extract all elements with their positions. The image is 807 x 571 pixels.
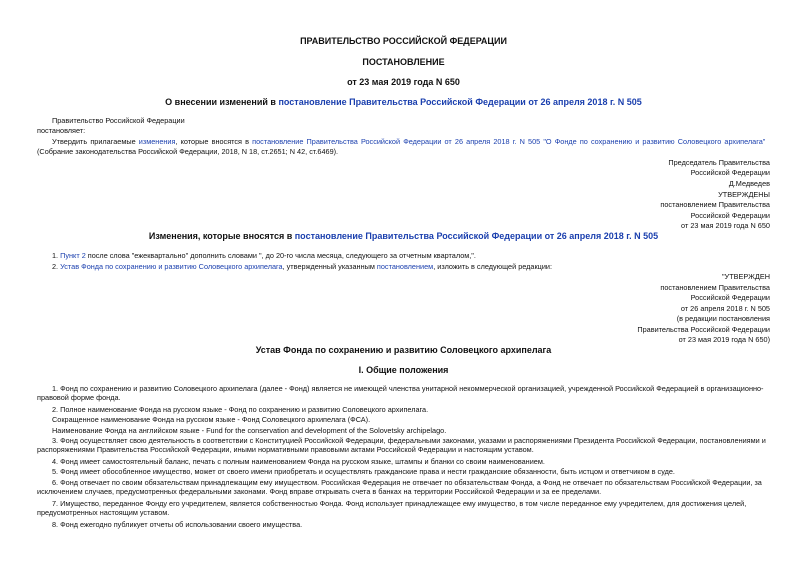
charter-paragraph-2: 2. Полное наименование Фонда на русском языке - Фонд по сохранению и развитию Соловецкого архипелага. [52, 405, 429, 414]
signature-line: УТВЕРЖДЕНЫ [718, 190, 770, 199]
change-item-1 [52, 251, 476, 260]
government-heading: ПРАВИТЕЛЬСТВО РОССИЙСКОЙ ФЕДЕРАЦИИ [300, 36, 507, 46]
item2-text: , изложить в следующей редакции: [433, 262, 553, 271]
doc-title-prefix: О внесении изменений в [165, 97, 279, 107]
charter-paragraph-2b: Сокращенное наименование Фонда на русском языке - Фонд Соловецкого архипелага (ФСА). [52, 415, 371, 424]
charter-paragraph-7: 7. Имущество, переданное Фонду его учредителем, является собственностью Фонда. Фонд использует принадлежащее ему имущество, в том числе переданное ему учредителем, для достижения целей, предусмотренных настоящим уставом. [37, 499, 747, 518]
signature-line: Председатель Правительства [668, 158, 770, 167]
approval-line: постановлением Правительства [660, 283, 770, 292]
charter-title: Устав Фонда по сохранению и развитию Соловецкого архипелага [255, 345, 552, 355]
charter-paragraph-1: 1. Фонд по сохранению и развитию Соловецкого архипелага (далее - Фонд) является не имеющей членства унитарной некоммерческой организацией, учрежденной Российской Федерацией в организационно-правовой форме фонда. [37, 384, 764, 403]
approval-line: Российской Федерации [690, 293, 770, 302]
approve-link-changes[interactable]: изменения [138, 137, 176, 146]
signature-line: постановлением Правительства [660, 200, 770, 209]
intro-decrees: постановляет: [37, 126, 86, 135]
changes-heading [0, 231, 807, 243]
intro-approve [52, 137, 765, 146]
signature-line: от 23 мая 2019 года N 650 [681, 221, 770, 230]
item2-link-charter[interactable]: Устав Фонда по сохранению и развитию Соловецкого архипелага [60, 262, 283, 271]
doc-type-heading: ПОСТАНОВЛЕНИЕ [362, 57, 445, 67]
approve-mid: , которые вносятся в [175, 137, 253, 146]
approval-line: от 26 апреля 2018 г. N 505 [680, 304, 770, 313]
signature-line: Российской Федерации [690, 168, 770, 177]
approval-line: (в редакции постановления [676, 314, 770, 323]
item2-number: 2. [52, 262, 61, 271]
approval-line: "УТВЕРЖДЕН [721, 272, 770, 281]
charter-paragraph-5: 5. Фонд имеет обособленное имущество, может от своего имени приобретать и осуществлять гражданские права и нести гражданские обязанности, быть истцом и ответчиком в суде. [52, 467, 675, 476]
item2-link-decree[interactable]: постановлением [376, 262, 434, 271]
charter-paragraph-4: 4. Фонд имеет самостоятельный баланс, печать с полным наименованием Фонда на русском языке, штампы и бланки со своим наименованием. [52, 457, 545, 466]
item1-number: 1. [52, 251, 61, 260]
charter-paragraph-2c: Наименование Фонда на английском языке - Fund for the conservation and development of the Solovetsky archipelago. [52, 426, 447, 435]
changes-heading-link[interactable]: постановление Правительства Российской Федерации от 26 апреля 2018 г. N 505 [294, 231, 659, 241]
approval-line: Правительства Российской Федерации [637, 325, 770, 334]
charter-paragraph-6: 6. Фонд отвечает по своим обязательствам принадлежащим ему имуществом. Российская Федерация не отвечает по обязательствам Фонда, а Фонд не отвечает по обязательствам Российской Федерации, за исключением случаев, предусмотренных федеральными законами. Фонд вправе открывать счета в банках на территории Российской Федерации и за ее пределами. [37, 478, 762, 497]
doc-date-number: от 23 мая 2019 года N 650 [347, 77, 460, 87]
change-item-2 [52, 262, 552, 271]
item1-link[interactable]: Пункт 2 [60, 251, 86, 260]
signature-line: Д.Медведев [728, 179, 770, 188]
approval-line: от 23 мая 2019 года N 650) [678, 335, 770, 344]
item1-text: после слова "ежеквартально" дополнить словами ", до 20-го числа месяца, следующего за отчетным кварталом,". [85, 251, 476, 260]
item2-mid: , утвержденный указанным [282, 262, 377, 271]
charter-paragraph-8: 8. Фонд ежегодно публикует отчеты об использовании своего имущества. [52, 520, 303, 529]
signature-line: Российской Федерации [690, 211, 770, 220]
approve-prefix: Утвердить прилагаемые [52, 137, 139, 146]
section-heading: I. Общие положения [358, 365, 449, 375]
doc-title-link[interactable]: постановление Правительства Российской Федерации от 26 апреля 2018 г. N 505 [278, 97, 642, 107]
intro-government: Правительство Российской Федерации [52, 116, 185, 125]
changes-heading-prefix: Изменения, которые вносятся в [148, 231, 295, 241]
approve-link-decree[interactable]: постановление Правительства Российской Федерации от 26 апреля 2018 г. N 505 "О Фонде по сохранению и развитию Соловецкого архипелага" [252, 137, 766, 146]
charter-paragraph-3: 3. Фонд осуществляет свою деятельность в соответствии с Конституцией Российской Федерации, федеральными законами, указами и распоряжениями Президента Российской Федерации, постановлениями и распоряжениями Правительства Российской Федерации, иными нормативными правовыми актами Российской Федерации и настоящим уставом. [37, 436, 766, 455]
doc-title [0, 97, 807, 109]
approve-continuation: (Собрание законодательства Российской Федерации, 2018, N 18, ст.2651; N 42, ст.6469). [37, 147, 339, 156]
